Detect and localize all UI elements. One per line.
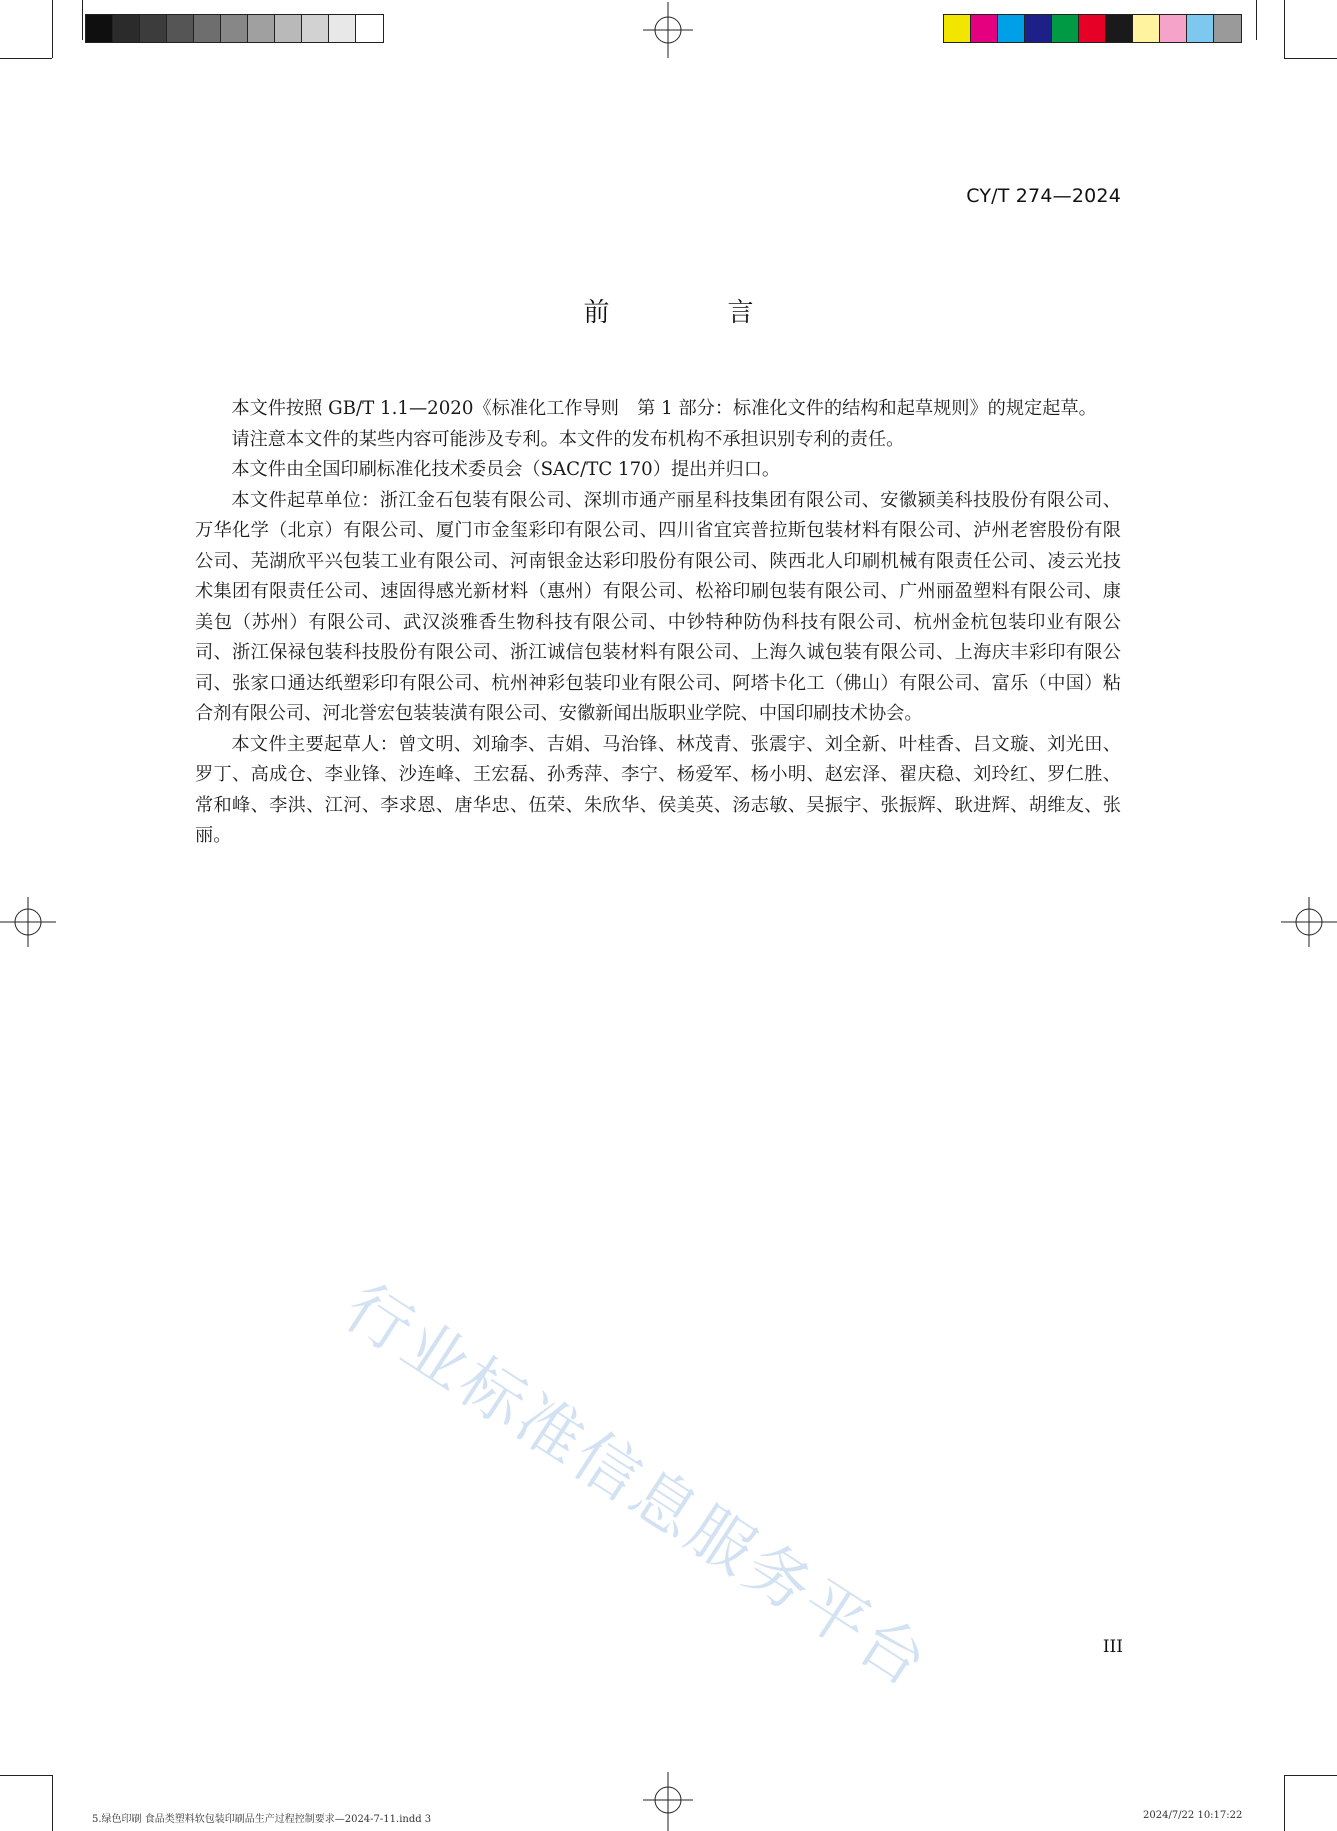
registration-mark-icon [643,1772,693,1831]
grey-swatch [329,15,356,42]
color-swatch [998,15,1025,42]
crop-mark [1256,0,1257,40]
crop-mark [82,0,83,40]
grey-swatch [221,15,248,42]
color-swatch [1214,15,1241,42]
grey-swatch [194,15,221,42]
grey-swatch [356,15,383,42]
paragraph-drafting-units: 本文件起草单位：浙江金石包装有限公司、深圳市通产丽星科技集团有限公司、安徽颍美科技股份有限公司、万华化学（北京）有限公司、厦门市金玺彩印有限公司、四川省宜宾普拉斯包装材料有限公司、泸州老窖股份有限公司、芜湖欣平兴包装工业有限公司、河南银金达彩印股份有限公司、陕西北人印刷机械有限责任公司、凌云光技术集团有限责任公司、速固得感光新材料（惠州）有限公司、松裕印刷包装有限公司、广州丽盈塑料有限公司、康美包（苏州）有限公司、武汉淡雅香生物科技有限公司、中钞特种防伪科技有限公司、杭州金杭包装印业有限公司、浙江保禄包装科技股份有限公司、浙江诚信包装材料有限公司、上海久诚包装有限公司、上海庆丰彩印有限公司、张家口通达纸塑彩印有限公司、杭州神彩包装印业有限公司、阿塔卡化工（佛山）有限公司、富乐（中国）粘合剂有限公司、河北誉宏包装装潢有限公司、安徽新闻出版职业学院、中国印刷技术协会。 [195,489,1121,724]
grey-swatch [248,15,275,42]
color-swatch [1187,15,1214,42]
color-swatch [1052,15,1079,42]
grey-swatch [275,15,302,42]
color-swatch [944,15,971,42]
paragraph-drafters: 本文件主要起草人：曾文明、刘瑜李、吉娟、马治锋、林茂青、张震宇、刘全新、叶桂香、吕文璇、刘光田、罗丁、高成仓、李业锋、沙连峰、王宏磊、孙秀萍、李宁、杨爱军、杨小明、赵宏泽、翟庆稳、刘玲红、罗仁胜、常和峰、李洪、江河、李求恩、唐华忠、伍荣、朱欣华、侯美英、汤志敏、吴振宇、张振辉、耿进辉、胡维友、张丽。 [195,733,1121,846]
color-swatch [1079,15,1106,42]
color-swatch [1133,15,1160,42]
grey-swatch [140,15,167,42]
registration-mark-icon [1281,897,1337,947]
standard-code: CY/T 274—2024 [966,185,1121,207]
color-calibration-bar [943,14,1242,43]
registration-mark-icon [0,897,56,947]
paragraph-drafting-basis: 本文件按照 GB/T 1.1—2020《标准化工作导则 第 1 部分：标准化文件的结构和起草规则》的规定起草。 [231,398,1097,419]
grey-swatch [86,15,113,42]
paragraph-proposer: 本文件由全国印刷标准化技术委员会（SAC/TC 170）提出并归口。 [231,459,781,480]
footer-timestamp: 2024/7/22 10:17:22 [1143,1810,1243,1821]
grey-calibration-bar [85,14,384,43]
color-swatch [1025,15,1052,42]
watermark: 行业标准信息服务平台 [331,1270,943,1703]
registration-mark-icon [643,2,693,58]
crop-mark [0,58,52,59]
grey-swatch [302,15,329,42]
crop-mark [52,0,53,58]
crop-mark [1284,1775,1337,1776]
grey-swatch [113,15,140,42]
crop-mark [0,1775,52,1776]
crop-mark [1284,58,1337,59]
crop-mark [1284,1775,1285,1831]
page-title: 前 言 [583,298,800,328]
color-swatch [971,15,998,42]
foreword-body [195,394,1121,852]
paragraph-patent-notice: 请注意本文件的某些内容可能涉及专利。本文件的发布机构不承担识别专利的责任。 [231,428,905,450]
color-swatch [1106,15,1133,42]
grey-swatch [167,15,194,42]
crop-mark [1284,0,1285,58]
color-swatch [1160,15,1187,42]
crop-mark [52,1775,53,1831]
footer-file-info: 5.绿色印刷 食品类塑料软包装印刷品生产过程控制要求—2024-7-11.indd 3 [92,1814,432,1825]
page-number: III [1102,1637,1123,1657]
